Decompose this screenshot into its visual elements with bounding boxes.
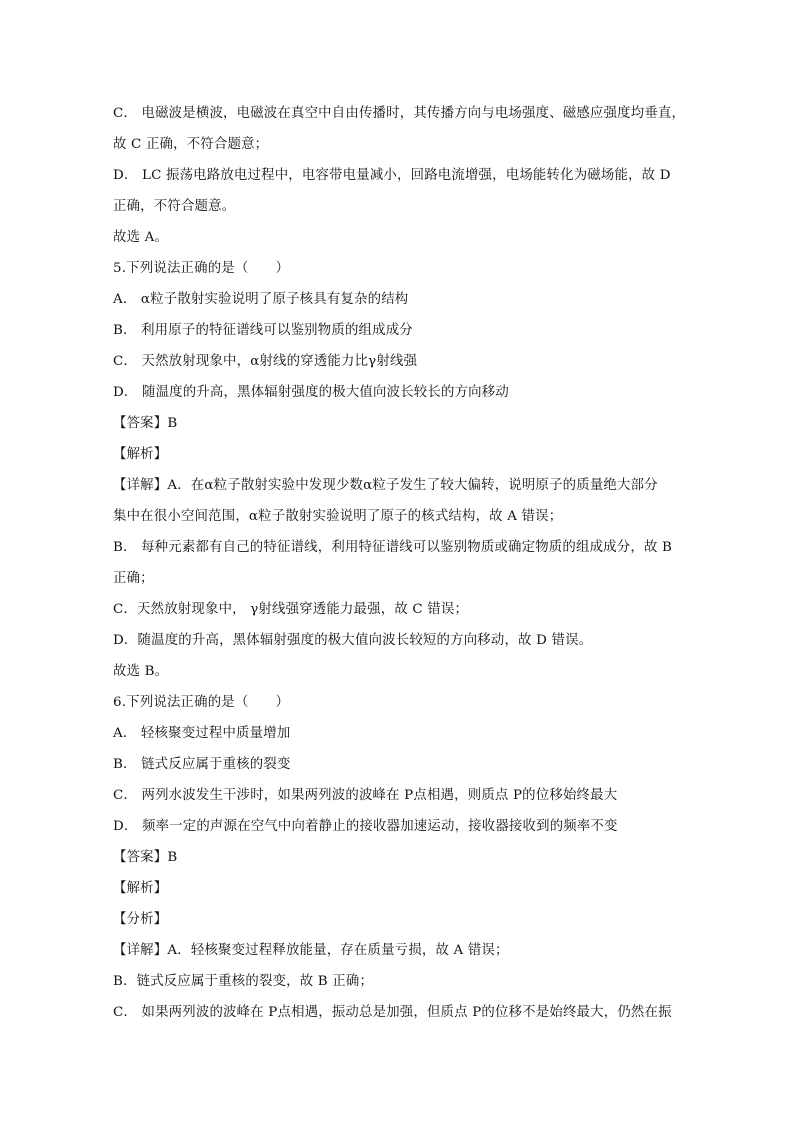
text-line: D．随温度的升高，黑体辐射强度的极大值向波长较短的方向移动，故 D 错误。 bbox=[113, 633, 593, 648]
text-line: 故 C 正确，不符合题意； bbox=[113, 137, 269, 152]
text-line: C． 如果两列波的波峰在 P点相遇，振动总是加强，但质点 P的位移不是始终最大，仍然在振 bbox=[113, 1005, 672, 1020]
option-line: C． 两列水波发生干涉时，如果两列波的波峰在 P点相遇，则质点 P的位移始终最大 bbox=[113, 788, 618, 803]
text-line: C． 电磁波是横波，电磁波在真空中自由传播时，其传播方向与电场强度、磁感应强度均垂直， bbox=[113, 106, 686, 121]
option-line: B． 利用原子的特征谱线可以鉴别物质的组成成分 bbox=[113, 323, 413, 338]
text-line: 【详解】A．轻核聚变过程释放能量，存在质量亏损，故 A 错误； bbox=[113, 943, 509, 958]
text-line: C．天然放射现象中， γ射线强穿透能力最强，故 C 错误； bbox=[113, 602, 469, 617]
option-line: A． 轻核聚变过程中质量增加 bbox=[113, 726, 291, 741]
analysis-heading: 【解析】 bbox=[113, 881, 168, 896]
option-line: D． 频率一定的声源在空气中向着静止的接收器加速运动，接收器接收到的频率不变 bbox=[113, 819, 618, 834]
answer-heading: 【答案】B bbox=[113, 416, 178, 431]
answer-heading: 【答案】B bbox=[113, 850, 178, 865]
option-line: A． α粒子散射实验说明了原子核具有复杂的结构 bbox=[113, 292, 409, 307]
question-title: 5.下列说法正确的是（ ） bbox=[113, 261, 290, 276]
question-title: 6.下列说法正确的是（ ） bbox=[113, 695, 290, 710]
text-line: B．链式反应属于重核的裂变，故 B 正确； bbox=[113, 974, 374, 989]
analysis-heading: 【分析】 bbox=[113, 912, 168, 927]
text-line: 正确； bbox=[113, 571, 154, 586]
text-line: 故选 A。 bbox=[113, 230, 169, 245]
text-line: 故选 B。 bbox=[113, 664, 169, 679]
option-line: C． 天然放射现象中，α射线的穿透能力比γ射线强 bbox=[113, 354, 418, 369]
text-line: 正确，不符合题意。 bbox=[113, 199, 236, 214]
text-line: 集中在很小空间范围，α粒子散射实验说明了原子的核式结构，故 A 错误； bbox=[113, 509, 563, 524]
text-line: D． LC 振荡电路放电过程中，电容带电量减小，回路电流增强，电场能转化为磁场能，故 D bbox=[113, 168, 671, 183]
text-line: B． 每种元素都有自己的特征谱线，利用特征谱线可以鉴别物质或确定物质的组成成分，故 B bbox=[113, 540, 673, 555]
text-line: 【详解】A．在α粒子散射实验中发现少数α粒子发生了较大偏转，说明原子的质量绝大部分 bbox=[113, 478, 658, 493]
option-line: D． 随温度的升高，黑体辐射强度的极大值向波长较长的方向移动 bbox=[113, 385, 509, 400]
analysis-heading: 【解析】 bbox=[113, 447, 168, 462]
option-line: B． 链式反应属于重核的裂变 bbox=[113, 757, 291, 772]
